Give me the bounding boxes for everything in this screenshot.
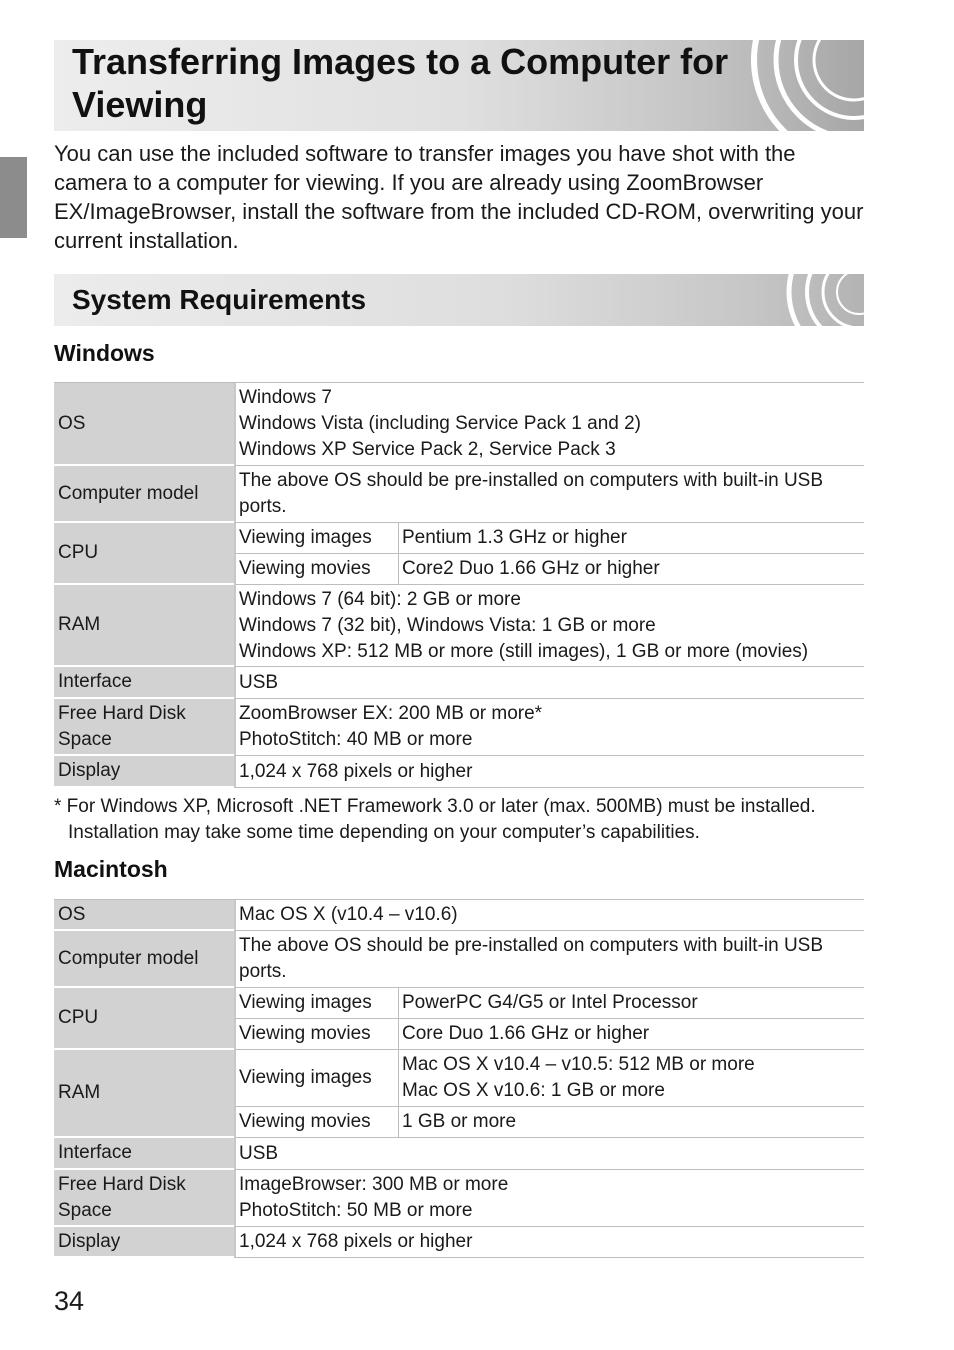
subtable-row	[236, 988, 864, 1019]
table-row	[54, 1170, 864, 1227]
subtable-row	[236, 1107, 864, 1138]
table-row	[54, 1227, 864, 1258]
subrow-value: Core2 Duo 1.66 GHz or higher	[402, 558, 660, 579]
table-row	[54, 1138, 864, 1170]
subrow-label: Viewing movies	[236, 1019, 399, 1049]
subrow-value: Pentium 1.3 GHz or higher	[402, 527, 627, 548]
section-banner	[54, 274, 864, 326]
row-label: RAM	[54, 585, 234, 667]
macintosh-heading: Macintosh	[54, 856, 168, 882]
row-value: The above OS should be pre-installed on computers with built-in USB ports.	[234, 931, 864, 988]
row-value: Windows 7 (64 bit): 2 GB or more Windows 7 (32 bit), Windows Vista: 1 GB or more Windows XP: 512 MB or more (still images), 1 GB or more (movies)	[234, 585, 864, 667]
table-row	[54, 931, 864, 988]
row-label: Free Hard Disk Space	[54, 699, 234, 756]
decorative-rings-icon	[774, 274, 864, 326]
subrow-label: Viewing movies	[236, 1107, 399, 1137]
table-row	[54, 383, 864, 466]
subrow-label: Viewing movies	[236, 554, 399, 584]
row-label: Interface	[54, 1138, 234, 1170]
subrow-label: Viewing images	[236, 523, 399, 553]
row-label: Display	[54, 1227, 234, 1258]
table-row	[54, 523, 864, 585]
subrow-label: Viewing images	[236, 1050, 399, 1106]
page-number: 34	[54, 1286, 85, 1316]
section-title: System Requirements	[72, 284, 367, 315]
row-label: Computer model	[54, 466, 234, 523]
row-value: ZoomBrowser EX: 200 MB or more* PhotoStitch: 40 MB or more	[234, 699, 864, 756]
table-row	[54, 988, 864, 1050]
row-label: OS	[54, 900, 234, 931]
table-row	[54, 756, 864, 788]
subrow-value: Mac OS X v10.4 – v10.5: 512 MB or more Mac OS X v10.6: 1 GB or more	[402, 1053, 755, 1101]
row-label: CPU	[54, 988, 234, 1050]
row-subtable	[234, 1050, 864, 1138]
row-value: Mac OS X (v10.4 – v10.6)	[234, 900, 864, 931]
row-value: The above OS should be pre-installed on computers with built-in USB ports.	[234, 466, 864, 523]
intro-paragraph: You can use the included software to transfer images you have shot with the camera to a computer for viewing. If you are already using ZoomBrowser EX/ImageBrowser, install the software from the included CD-ROM, overwriting your current installation.	[54, 141, 864, 253]
row-value: 1,024 x 768 pixels or higher	[234, 756, 864, 788]
row-label: Display	[54, 756, 234, 788]
subrow-value: Core Duo 1.66 GHz or higher	[402, 1023, 650, 1044]
table-row	[54, 1050, 864, 1138]
footnote: * For Windows XP, Microsoft .NET Framework 3.0 or later (max. 500MB) must be installed. Installation may take some time depending on your computer’s capabilities.	[54, 796, 816, 843]
windows-heading: Windows	[54, 340, 155, 366]
subrow-label: Viewing images	[236, 988, 399, 1018]
chapter-tab	[0, 157, 27, 238]
row-subtable	[234, 523, 864, 585]
row-label: Computer model	[54, 931, 234, 988]
row-value: 1,024 x 768 pixels or higher	[234, 1227, 864, 1258]
row-label: Free Hard Disk Space	[54, 1170, 234, 1227]
table-row	[54, 667, 864, 699]
subtable-row	[236, 1019, 864, 1050]
row-label: Interface	[54, 667, 234, 699]
row-value: USB	[234, 1138, 864, 1170]
macintosh-requirements-table	[54, 899, 864, 1258]
row-label: OS	[54, 383, 234, 466]
row-label: RAM	[54, 1050, 234, 1138]
table-row	[54, 466, 864, 523]
subrow-value: 1 GB or more	[402, 1110, 517, 1132]
subtable-row	[236, 1050, 864, 1107]
title-banner	[54, 40, 864, 131]
row-subtable	[234, 988, 864, 1050]
row-value: USB	[234, 667, 864, 699]
table-row	[54, 585, 864, 667]
row-value: Windows 7 Windows Vista (including Service Pack 1 and 2) Windows XP Service Pack 2, Service Pack 3	[234, 383, 864, 466]
subtable-row	[236, 554, 864, 585]
page-title: Transferring Images to a Computer for Viewing	[72, 41, 729, 125]
row-value: ImageBrowser: 300 MB or more PhotoStitch: 50 MB or more	[234, 1170, 864, 1227]
windows-requirements-table	[54, 382, 864, 788]
table-row	[54, 699, 864, 756]
subrow-value: PowerPC G4/G5 or Intel Processor	[402, 992, 698, 1013]
row-label: CPU	[54, 523, 234, 585]
subtable-row	[236, 523, 864, 554]
table-row	[54, 900, 864, 931]
